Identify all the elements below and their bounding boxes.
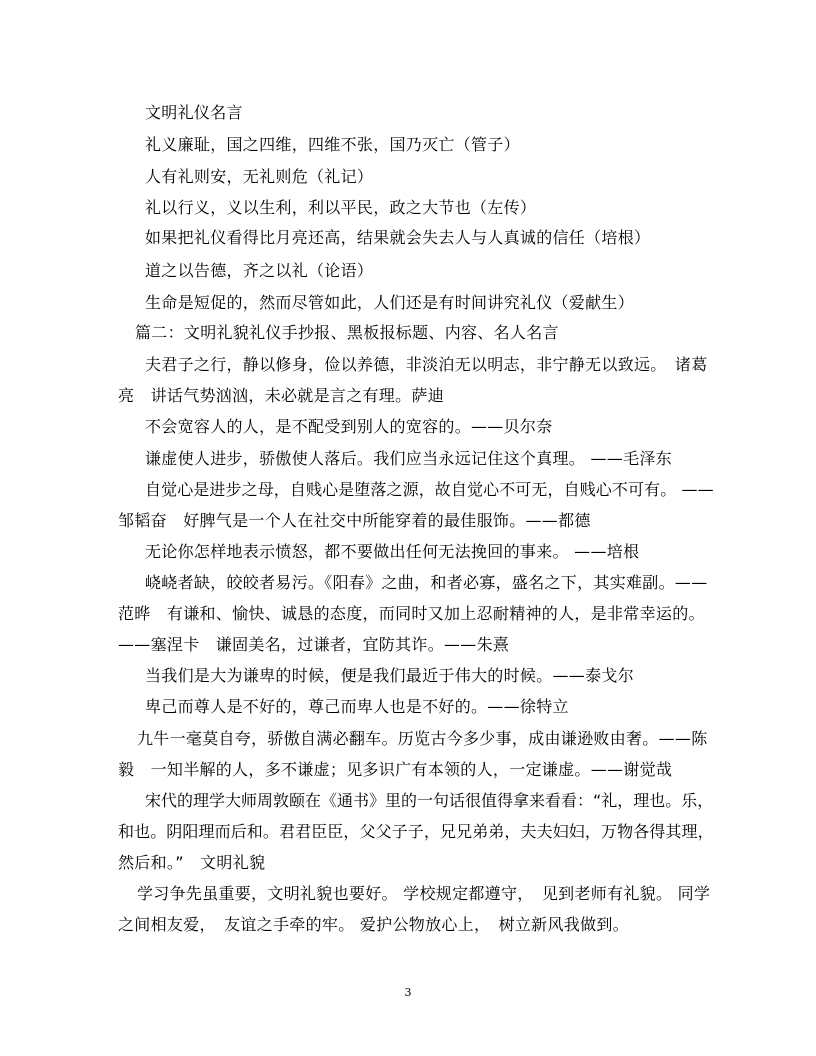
quote-line: 生命是短促的，然而尽管如此，人们还是有时间讲究礼仪（爱献生）	[145, 293, 635, 312]
poem-line: 学习争先虽重要，文明礼貌也要好。 学校规定都遵守， 见到老师有礼貌。 同学	[137, 884, 711, 903]
quote-line: 礼以行义，义以生利，利以平民，政之大节也（左传）	[145, 198, 537, 217]
quote-line: 范晔 有谦和、愉快、诚恳的态度，而同时又加上忍耐精神的人，是非常幸运的。	[118, 604, 705, 623]
quote-line: 人有礼则安，无礼则危（礼记）	[145, 167, 374, 186]
quote-line: 不会宽容人的人，是不配受到别人的宽容的。——贝尔奈	[145, 417, 553, 436]
paragraph-line: 宋代的理学大师周敦颐在《通书》里的一句话很值得拿来看看：“礼，理也。乐，	[145, 791, 714, 810]
paragraph-line: 然后和。” 文明礼貌	[118, 853, 266, 872]
quote-line: ——塞涅卡 谦固美名，过谦者，宜防其诈。——朱熹	[118, 635, 510, 654]
quote-line: 夫君子之行，静以修身，俭以养德，非淡泊无以明志，非宁静无以致远。 诸葛	[145, 355, 708, 374]
section-heading: 篇二：文明礼貌礼仪手抄报、黑板报标题、内容、名人名言	[135, 323, 559, 342]
paragraph-line: 和也。阴阳理而后和。君君臣臣，父父子子，兄兄弟弟，夫夫妇妇，万物各得其理，	[118, 822, 714, 841]
heading-etiquette-quotes: 文明礼仪名言	[145, 103, 243, 122]
quote-line: 道之以告德，齐之以礼（论语）	[145, 261, 374, 280]
page-number: 3	[404, 986, 412, 999]
quote-line: 自觉心是进步之母，自贱心是堕落之源，故自觉心不可无，自贱心不可有。 ——	[145, 480, 714, 499]
quote-line: 亮 讲话气势汹汹，未必就是言之有理。萨迪	[118, 386, 445, 405]
quote-line: 如果把礼仪看得比月亮还高，结果就会失去人与人真诚的信任（培根）	[145, 228, 651, 247]
quote-line: 峣峣者缺，皎皎者易污。《阳春》之曲，和者必寡，盛名之下，其实难副。——	[145, 573, 708, 592]
quote-line: 当我们是大为谦卑的时候，便是我们最近于伟大的时候。——泰戈尔	[145, 666, 635, 685]
quote-line: 邹韬奋 好脾气是一个人在社交中所能穿着的最佳服饰。——都德	[118, 511, 591, 530]
quote-line: 无论你怎样地表示愤怒，都不要做出任何无法挽回的事来。 ——培根	[145, 542, 640, 561]
quote-line: 卑己而尊人是不好的，尊己而卑人也是不好的。——徐特立	[145, 697, 569, 716]
poem-line: 之间相友爱， 友谊之手牵的牢。 爱护公物放心上， 树立新风我做到。	[118, 915, 629, 934]
quote-line: 礼义廉耻，国之四维，四维不张，国乃灭亡（管子）	[145, 135, 520, 154]
quote-line: 九牛一毫莫自夸，骄傲自满必翻车。历览古今多少事，成由谦逊败由奢。——陈	[137, 729, 708, 748]
quote-line: 毅 一知半解的人，多不谦虚；见多识广有本领的人，一定谦虚。——谢觉哉	[118, 760, 673, 779]
quote-line: 谦虚使人进步，骄傲使人落后。我们应当永远记住这个真理。 ——毛泽东	[145, 449, 672, 468]
